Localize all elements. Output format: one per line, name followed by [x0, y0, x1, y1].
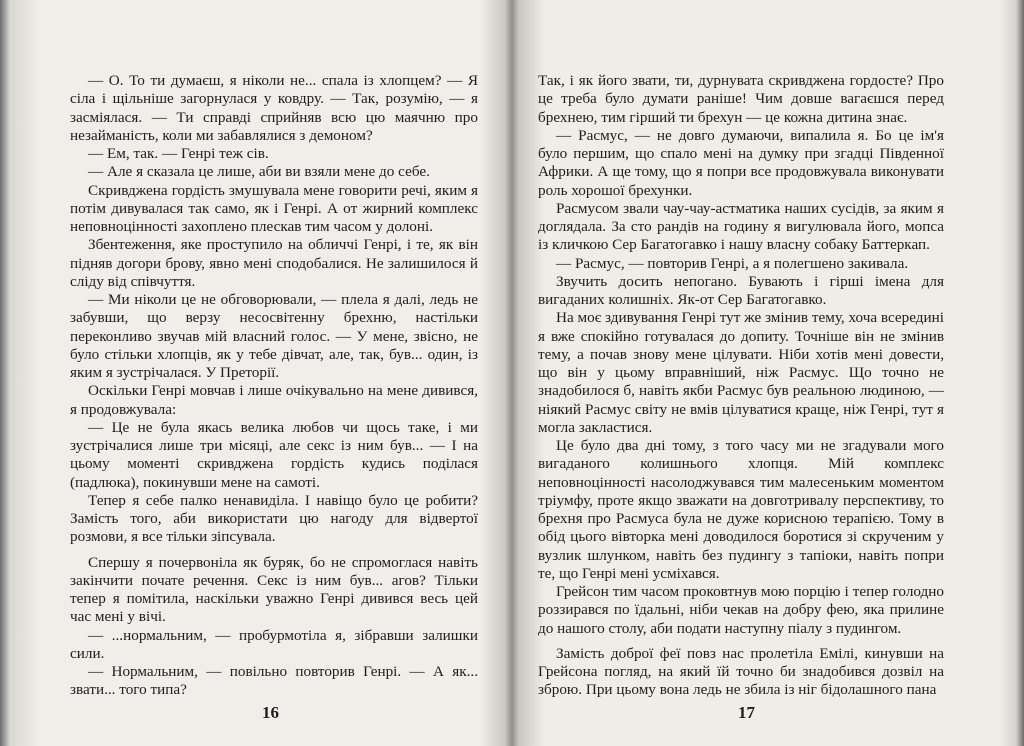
paragraph: — Ми ніколи це не обговорювали, — плела я далі, ледь не забувши, що верзу несосвітенну брехню, настільки переконливо звучав мій власний голос. — У мене, звісно, не було стільки хлопців, як у тебе дівчат, але, так, був... один, із яким я зустрічалася. У Преторії.: [70, 291, 478, 381]
paragraph: — Ем, так. — Генрі теж сів.: [88, 145, 269, 162]
paragraph: Це було два дні тому, з того часу ми не згадували мого вигаданого колишнього хлопця. Мій комплекс неповноцінності насолоджувався тим малесеньким моментом тріумфу, проте якщо зважати на довготривалу перспективу, то брехня про Расмуса була не дуже корисною терапією. Тому в обід цього вівторка мені доводилося боротися зі скрученим у вузлик шлунком, навіть без пудингу з тапіоки, навіть попри те, що Генрі мені усміхався.: [538, 437, 944, 582]
paragraph: Збентеження, яке проступило на обличчі Генрі, і те, як він підняв догори брову, явно мені сподобалися. Не залишилося й сліду від співчуття.: [70, 236, 478, 290]
paragraph: — Расмус, — повторив Генрі, а я полегшено закивала.: [556, 254, 909, 272]
paragraph: Спершу я почервоніла як буряк, бо не спромоглася навіть закінчити почате речення. Секс із ним був... агов? Тільки тепер я помітила, наскільки уважно Генрі дивився весь цей час мені у вічі.: [70, 553, 478, 626]
paragraph: — ...нормальним, — пробурмотіла я, зібравши залишки сили.: [70, 626, 478, 662]
paragraph: Тепер я себе палко ненавиділа. І навіщо було це робити? Замість того, аби використати цю нагоду для відвертої розмови, я все тільки зіпсувала.: [70, 491, 478, 546]
page-number-left: 16: [262, 703, 279, 722]
paragraph: Оскільки Генрі мовчав і лише очікувально на мене дивився, я продовжувала:: [70, 382, 478, 418]
paragraph: На моє здивування Генрі тут же змінив тему, хоча всередині я вже спокійно готувалася до допиту. Точніше він не змінив тему, а почав знову мене цілувати. Ніби хотів мені довести, що він у цьому вправніший, ніж Расмус. Що точно не знадобилося б, навіть якби Расмус був реальною людиною, — ніякий Расмус світу не вмів цілуватися краще, ніж Генрі, тут я могла закластися.: [538, 309, 944, 436]
paragraph: Замість доброї феї повз нас пролетіла Емілі, кинувши на Грейсона погляд, на який їй точно би знадобився дозвіл на зброю. При цьому вона ледь не збила із ніг бідолашного пана: [538, 644, 944, 699]
paragraph: Грейсон тим часом проковтнув мою порцію і тепер голодно роззирався по їдальні, ніби чекав на добру фею, яка прилине до нашого столу, аби подати наступну піалу з пудингом.: [538, 583, 944, 637]
paragraph: — Расмус, — не довго думаючи, випалила я. Бо це ім'я було першим, що спало мені на думку при згадці Південної Африки. А ще тому, що я попри все продовжувала виконувати роль хорошої брехунки.: [538, 126, 944, 199]
left-page-text: [70, 72, 478, 700]
paragraph: Так, і як його звати, ти, дурнувата скривджена гордосте? Про це треба було думати раніше! Чим довше вагаєшся перед брехнею, тим гірший ти брехун — це кожна дитина знає.: [538, 72, 944, 126]
paragraph: — О. То ти думаєш, я ніколи не... спала із хлопцем? — Я сіла і щільніше загорнулася у ковдру. — Так, розумію, — я засміялася. — Ти справді сприйняв всю цю маячню про незайманість, коли ми забавлялися з демоном?: [70, 72, 478, 144]
paragraph: — Нормальним, — повільно повторив Генрі. — А як... звати... того типа?: [70, 663, 478, 699]
paragraph: Звучить досить непогано. Бувають і гірші імена для вигаданих колишніх. Як-от Сер Багатогавко.: [538, 272, 944, 308]
paragraph: Расмусом звали чау-чау-астматика наших сусідів, за яким я доглядала. За сто рандів на годину я вигулювала його, мопса із кличкою Сер Багатогавко і нашу власну собаку Баттеркап.: [538, 199, 944, 254]
page-number-right: 17: [738, 703, 755, 722]
paragraph: — Але я сказала це лише, аби ви взяли мене до себе.: [88, 163, 430, 181]
right-page-text: [538, 72, 944, 700]
paragraph: — Це не була якась велика любов чи щось таке, і ми зустрічалися лише три місяці, але секс із ним був... — І на цьому моменті скривджена гордість кудись поділася (падлюка), покинувши мене на самоті.: [70, 418, 478, 491]
paragraph: Скривджена гордість змушувала мене говорити речі, яким я потім дивувалася так само, як і Генрі. А от жирний комплекс неповноцінності захоплено плескав тим часом у долоні.: [70, 181, 478, 235]
